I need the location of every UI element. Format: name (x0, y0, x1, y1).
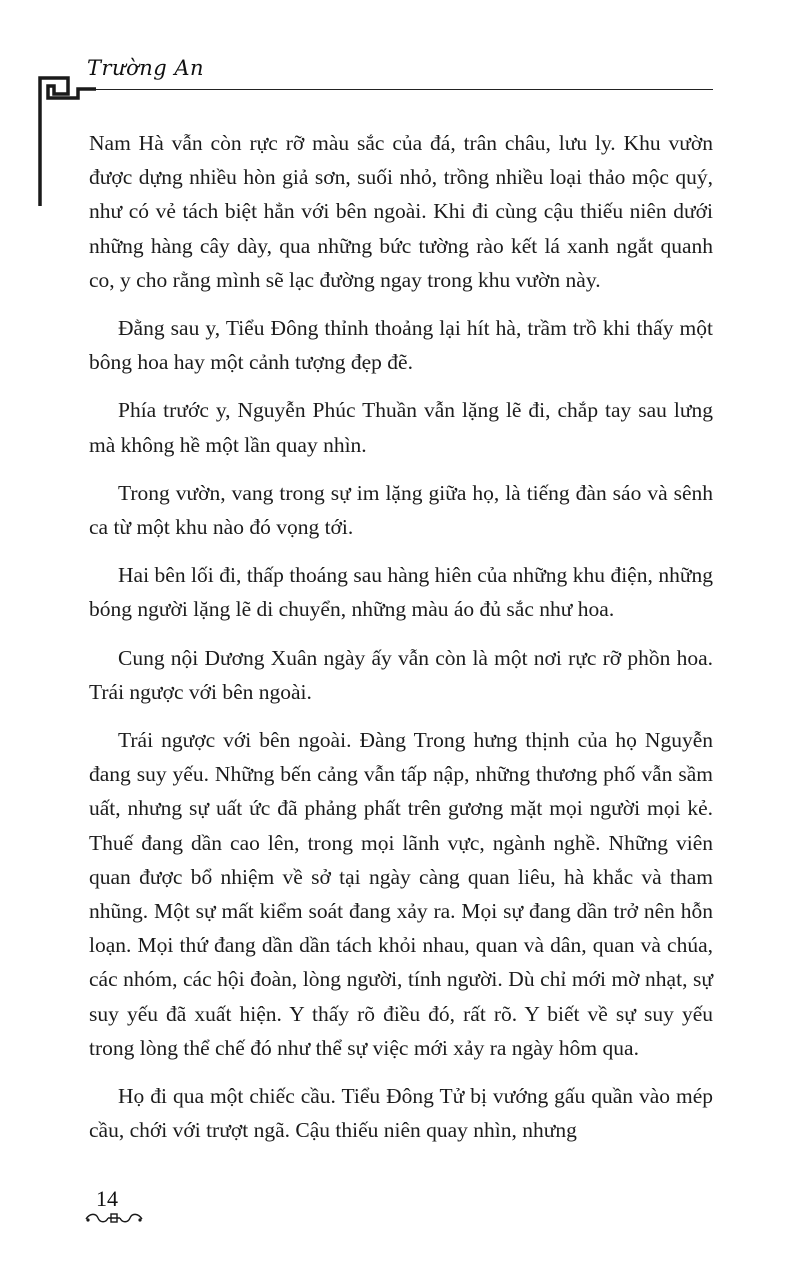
running-header-title: Trường An (87, 56, 205, 80)
paragraph-4: Trong vườn, vang trong sự im lặng giữa họ, là tiếng đàn sáo và sênh ca từ một khu nào đó vọng tới. (89, 480, 713, 540)
body-text (89, 126, 713, 1161)
footer-flourish-ornament (82, 1210, 146, 1226)
header-rule (96, 89, 713, 90)
page-number: 14 (96, 1186, 118, 1211)
paragraph-1: Nam Hà vẫn còn rực rỡ màu sắc của đá, trân châu, lưu ly. Khu vườn được dựng nhiều hòn giả sơn, suối nhỏ, trồng nhiều loại thảo mộc quý, như có vẻ tách biệt hẳn với bên ngoài. Khi đi cùng cậu thiếu niên dưới những hàng cây dày, qua những bức tường rào kết lá xanh ngắt quanh co, y cho rằng mình sẽ lạc đường ngay trong khu vườn này. (89, 131, 713, 292)
paragraph-8: Họ đi qua một chiếc cầu. Tiểu Đông Tử bị vướng gấu quần vào mép cầu, chới với trượt ngã. Cậu thiếu niên quay nhìn, nhưng (89, 1084, 713, 1143)
paragraph-2: Đằng sau y, Tiểu Đông thỉnh thoảng lại hít hà, trầm trồ khi thấy một bông hoa hay một cảnh tượng đẹp đẽ. (89, 316, 713, 375)
paragraph-3: Phía trước y, Nguyễn Phúc Thuần vẫn lặng lẽ đi, chắp tay sau lưng mà không hề một lần quay nhìn. (89, 398, 713, 457)
paragraph-7: Trái ngược với bên ngoài. Đàng Trong hưng thịnh của họ Nguyễn đang suy yếu. Những bến cảng vẫn tấp nập, những thương phố vẫn sầm uất, nhưng sự uất ức đã phảng phất trên gương mặt mọi người mọi kẻ. Thuế đang dần cao lên, trong mọi lãnh vực, ngành nghề. Những viên quan được bổ nhiệm về sở tại ngày càng quan liêu, hà khắc và tham nhũng. Một sự mất kiểm soát đang xảy ra. Mọi sự đang dần trở nên hỗn loạn. Mọi thứ đang dần dần tách khỏi nhau, quan và dân, quan và chúa, các nhóm, các hội đoàn, lòng người, tính người. Dù chỉ mới mờ nhạt, sự suy yếu đã xuất hiện. Y thấy rõ điều đó, rất rõ. Y biết về sự suy yếu trong lòng thể chế đó như thể sự việc mới xảy ra ngày hôm qua. (89, 728, 713, 1060)
paragraph-5: Hai bên lối đi, thấp thoáng sau hàng hiên của những khu điện, những bóng người lặng lẽ di chuyển, những màu áo đủ sắc như hoa. (89, 563, 713, 622)
paragraph-6: Cung nội Dương Xuân ngày ấy vẫn còn là một nơi rực rỡ phồn hoa. Trái ngược với bên ngoài. (89, 645, 713, 704)
